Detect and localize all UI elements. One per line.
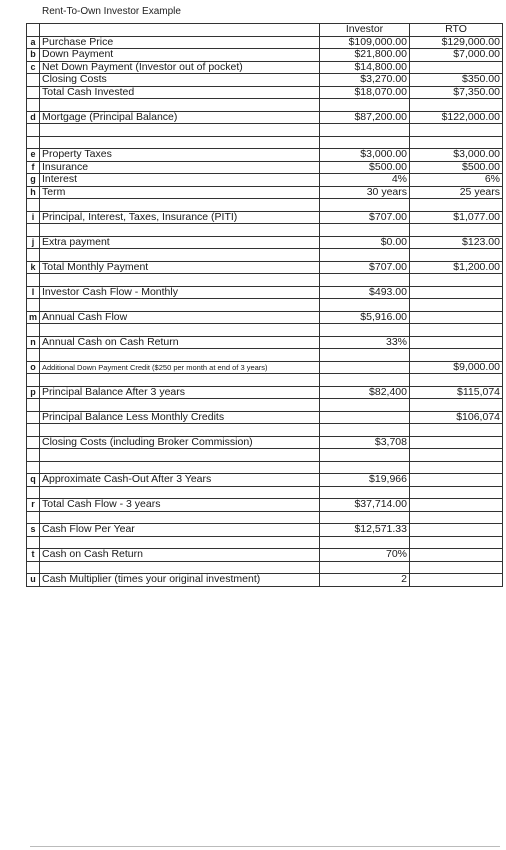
blank-row <box>27 449 503 462</box>
row-letter: d <box>27 111 40 124</box>
rto-value: $1,077.00 <box>410 211 503 224</box>
rto-value <box>410 436 503 449</box>
investor-value: 2 <box>320 574 410 587</box>
row-label: Additional Down Payment Credit ($250 per month at end of 3 years) <box>40 361 320 374</box>
row-letter-cell <box>27 199 40 212</box>
rto-value-cell <box>410 449 503 462</box>
row-label: Cash Flow Per Year <box>40 524 320 537</box>
row-letter-cell <box>27 249 40 262</box>
row-label: Property Taxes <box>40 149 320 162</box>
investor-value: $18,070.00 <box>320 86 410 99</box>
investor-value: 30 years <box>320 186 410 199</box>
rto-value: $122,000.00 <box>410 111 503 124</box>
row-label-cell <box>40 561 320 574</box>
table-row <box>27 236 503 249</box>
row-letter <box>27 436 40 449</box>
row-letter: j <box>27 236 40 249</box>
row-label-cell <box>40 324 320 337</box>
row-letter: h <box>27 186 40 199</box>
row-letter <box>27 74 40 87</box>
row-letter: e <box>27 149 40 162</box>
column-header-rto: RTO <box>410 24 503 37</box>
row-label: Principal Balance Less Monthly Credits <box>40 411 320 424</box>
row-label: Insurance <box>40 161 320 174</box>
investor-value: $0.00 <box>320 236 410 249</box>
blank-row <box>27 99 503 112</box>
row-label: Total Cash Flow - 3 years <box>40 499 320 512</box>
rto-value-cell <box>410 274 503 287</box>
table-row <box>27 161 503 174</box>
investor-value-cell <box>320 136 410 149</box>
rto-value <box>410 474 503 487</box>
table-row <box>27 361 503 374</box>
rto-value-cell <box>410 424 503 437</box>
row-letter-cell <box>27 24 40 37</box>
rto-value <box>410 286 503 299</box>
investor-value: $19,966 <box>320 474 410 487</box>
row-letter-cell <box>27 424 40 437</box>
table-row <box>27 336 503 349</box>
blank-row <box>27 486 503 499</box>
table-row <box>27 499 503 512</box>
row-letter: q <box>27 474 40 487</box>
blank-row <box>27 399 503 412</box>
row-letter-cell <box>27 324 40 337</box>
investor-value-cell <box>320 561 410 574</box>
rto-value-cell <box>410 461 503 474</box>
row-letter: c <box>27 61 40 74</box>
row-label-cell <box>40 399 320 412</box>
rto-value-cell <box>410 249 503 262</box>
rto-value: $129,000.00 <box>410 36 503 49</box>
table-row <box>27 86 503 99</box>
rto-value-cell <box>410 299 503 312</box>
blank-row <box>27 461 503 474</box>
investor-value: $82,400 <box>320 386 410 399</box>
table-row <box>27 311 503 324</box>
table-row <box>27 411 503 424</box>
row-letter-cell <box>27 136 40 149</box>
investor-value: 4% <box>320 174 410 187</box>
row-letter: g <box>27 174 40 187</box>
rto-value-cell <box>410 486 503 499</box>
table-row <box>27 186 503 199</box>
row-letter: s <box>27 524 40 537</box>
row-label: Annual Cash Flow <box>40 311 320 324</box>
rto-value: $115,074 <box>410 386 503 399</box>
row-label-cell <box>40 274 320 287</box>
row-letter: b <box>27 49 40 62</box>
investor-value-cell <box>320 399 410 412</box>
blank-row <box>27 224 503 237</box>
blank-row <box>27 274 503 287</box>
row-label: Approximate Cash-Out After 3 Years <box>40 474 320 487</box>
investor-value: $21,800.00 <box>320 49 410 62</box>
rto-value: 6% <box>410 174 503 187</box>
rto-value-cell <box>410 561 503 574</box>
investor-value-cell <box>320 274 410 287</box>
row-letter: l <box>27 286 40 299</box>
table-row <box>27 261 503 274</box>
investor-value: $5,916.00 <box>320 311 410 324</box>
rto-value <box>410 61 503 74</box>
row-letter-cell <box>27 374 40 387</box>
investor-value: 33% <box>320 336 410 349</box>
rto-value: $7,000.00 <box>410 49 503 62</box>
row-letter: i <box>27 211 40 224</box>
row-label-cell <box>40 536 320 549</box>
rto-value-cell <box>410 324 503 337</box>
investor-value-cell <box>320 299 410 312</box>
rto-value: $9,000.00 <box>410 361 503 374</box>
row-label-cell <box>40 224 320 237</box>
investor-value: $109,000.00 <box>320 36 410 49</box>
table-row <box>27 74 503 87</box>
row-label-cell <box>40 24 320 37</box>
row-letter-cell <box>27 399 40 412</box>
row-letter: m <box>27 311 40 324</box>
blank-row <box>27 199 503 212</box>
table-row <box>27 36 503 49</box>
row-letter: p <box>27 386 40 399</box>
investor-value: $37,714.00 <box>320 499 410 512</box>
row-letter-cell <box>27 224 40 237</box>
rto-value-cell <box>410 374 503 387</box>
rto-value <box>410 549 503 562</box>
row-label-cell <box>40 136 320 149</box>
row-label-cell <box>40 249 320 262</box>
table-row <box>27 286 503 299</box>
investor-value: $87,200.00 <box>320 111 410 124</box>
investor-value-cell <box>320 324 410 337</box>
row-letter-cell <box>27 461 40 474</box>
blank-row <box>27 561 503 574</box>
rto-value-cell <box>410 349 503 362</box>
blank-row <box>27 511 503 524</box>
row-letter: u <box>27 574 40 587</box>
blank-row <box>27 536 503 549</box>
investor-value-cell <box>320 124 410 137</box>
investor-value-cell <box>320 511 410 524</box>
investor-value-cell <box>320 536 410 549</box>
rto-value: $106,074 <box>410 411 503 424</box>
investor-value: $707.00 <box>320 211 410 224</box>
row-letter <box>27 411 40 424</box>
row-label-cell <box>40 511 320 524</box>
row-label: Interest <box>40 174 320 187</box>
row-letter: a <box>27 36 40 49</box>
table-header-row <box>27 24 503 37</box>
rto-value-cell <box>410 511 503 524</box>
row-label-cell <box>40 199 320 212</box>
rto-value: $500.00 <box>410 161 503 174</box>
investor-value-cell <box>320 374 410 387</box>
row-label-cell <box>40 349 320 362</box>
investor-value-cell <box>320 424 410 437</box>
table-row <box>27 574 503 587</box>
row-letter-cell <box>27 511 40 524</box>
row-letter-cell <box>27 274 40 287</box>
rto-value-cell <box>410 224 503 237</box>
row-label: Total Cash Invested <box>40 86 320 99</box>
investor-value: 70% <box>320 549 410 562</box>
row-label: Closing Costs (including Broker Commission) <box>40 436 320 449</box>
row-label: Principal Balance After 3 years <box>40 386 320 399</box>
table-row <box>27 524 503 537</box>
row-letter: r <box>27 499 40 512</box>
spreadsheet-table <box>26 23 503 587</box>
blank-row <box>27 124 503 137</box>
investor-value: $500.00 <box>320 161 410 174</box>
row-label: Net Down Payment (Investor out of pocket) <box>40 61 320 74</box>
rto-value: $123.00 <box>410 236 503 249</box>
row-label: Purchase Price <box>40 36 320 49</box>
page-divider <box>30 846 500 847</box>
table-row <box>27 211 503 224</box>
document-title: Rent-To-Own Investor Example <box>42 6 181 17</box>
blank-row <box>27 299 503 312</box>
row-letter-cell <box>27 349 40 362</box>
investor-value-cell <box>320 461 410 474</box>
blank-row <box>27 136 503 149</box>
rto-value <box>410 524 503 537</box>
investor-value: $12,571.33 <box>320 524 410 537</box>
investor-value-cell <box>320 349 410 362</box>
row-letter: t <box>27 549 40 562</box>
row-label-cell <box>40 374 320 387</box>
row-label: Principal, Interest, Taxes, Insurance (PITI) <box>40 211 320 224</box>
row-label-cell <box>40 424 320 437</box>
row-letter: n <box>27 336 40 349</box>
spreadsheet-body <box>27 24 503 587</box>
row-label: Cash Multiplier (times your original investment) <box>40 574 320 587</box>
rto-value-cell <box>410 536 503 549</box>
row-label-cell <box>40 449 320 462</box>
investor-value-cell <box>320 199 410 212</box>
table-row <box>27 61 503 74</box>
row-letter: f <box>27 161 40 174</box>
row-label: Mortgage (Principal Balance) <box>40 111 320 124</box>
investor-value: $707.00 <box>320 261 410 274</box>
rto-value <box>410 499 503 512</box>
table-row <box>27 149 503 162</box>
row-letter-cell <box>27 486 40 499</box>
investor-value-cell <box>320 99 410 112</box>
table-row <box>27 549 503 562</box>
rto-value: 25 years <box>410 186 503 199</box>
blank-row <box>27 324 503 337</box>
row-label-cell <box>40 124 320 137</box>
rto-value <box>410 311 503 324</box>
table-row <box>27 436 503 449</box>
investor-value: $3,270.00 <box>320 74 410 87</box>
rto-value-cell <box>410 199 503 212</box>
rto-value: $3,000.00 <box>410 149 503 162</box>
row-letter-cell <box>27 99 40 112</box>
rto-value-cell <box>410 136 503 149</box>
rto-value: $7,350.00 <box>410 86 503 99</box>
row-letter-cell <box>27 124 40 137</box>
row-label-cell <box>40 299 320 312</box>
row-letter: o <box>27 361 40 374</box>
investor-value: $3,708 <box>320 436 410 449</box>
rto-value-cell <box>410 399 503 412</box>
investor-value <box>320 361 410 374</box>
rto-value: $350.00 <box>410 74 503 87</box>
investor-value-cell <box>320 224 410 237</box>
blank-row <box>27 349 503 362</box>
rto-value-cell <box>410 124 503 137</box>
row-label: Annual Cash on Cash Return <box>40 336 320 349</box>
row-label: Term <box>40 186 320 199</box>
investor-value: $3,000.00 <box>320 149 410 162</box>
row-letter-cell <box>27 561 40 574</box>
table-row <box>27 386 503 399</box>
investor-value-cell <box>320 449 410 462</box>
row-letter-cell <box>27 299 40 312</box>
investor-value: $493.00 <box>320 286 410 299</box>
row-label: Cash on Cash Return <box>40 549 320 562</box>
row-label-cell <box>40 461 320 474</box>
rto-value <box>410 574 503 587</box>
table-row <box>27 111 503 124</box>
table-row <box>27 174 503 187</box>
row-letter: k <box>27 261 40 274</box>
row-label: Investor Cash Flow - Monthly <box>40 286 320 299</box>
row-label: Extra payment <box>40 236 320 249</box>
blank-row <box>27 424 503 437</box>
column-header-investor: Investor <box>320 24 410 37</box>
investor-value <box>320 411 410 424</box>
row-letter-cell <box>27 536 40 549</box>
blank-row <box>27 374 503 387</box>
rto-value-cell <box>410 99 503 112</box>
rto-value <box>410 336 503 349</box>
row-label: Down Payment <box>40 49 320 62</box>
row-label: Closing Costs <box>40 74 320 87</box>
investor-value: $14,800.00 <box>320 61 410 74</box>
investor-value-cell <box>320 486 410 499</box>
row-label-cell <box>40 99 320 112</box>
row-label: Total Monthly Payment <box>40 261 320 274</box>
rto-value: $1,200.00 <box>410 261 503 274</box>
blank-row <box>27 249 503 262</box>
table-row <box>27 474 503 487</box>
row-letter <box>27 86 40 99</box>
row-label-cell <box>40 486 320 499</box>
investor-value-cell <box>320 249 410 262</box>
row-letter-cell <box>27 449 40 462</box>
table-row <box>27 49 503 62</box>
